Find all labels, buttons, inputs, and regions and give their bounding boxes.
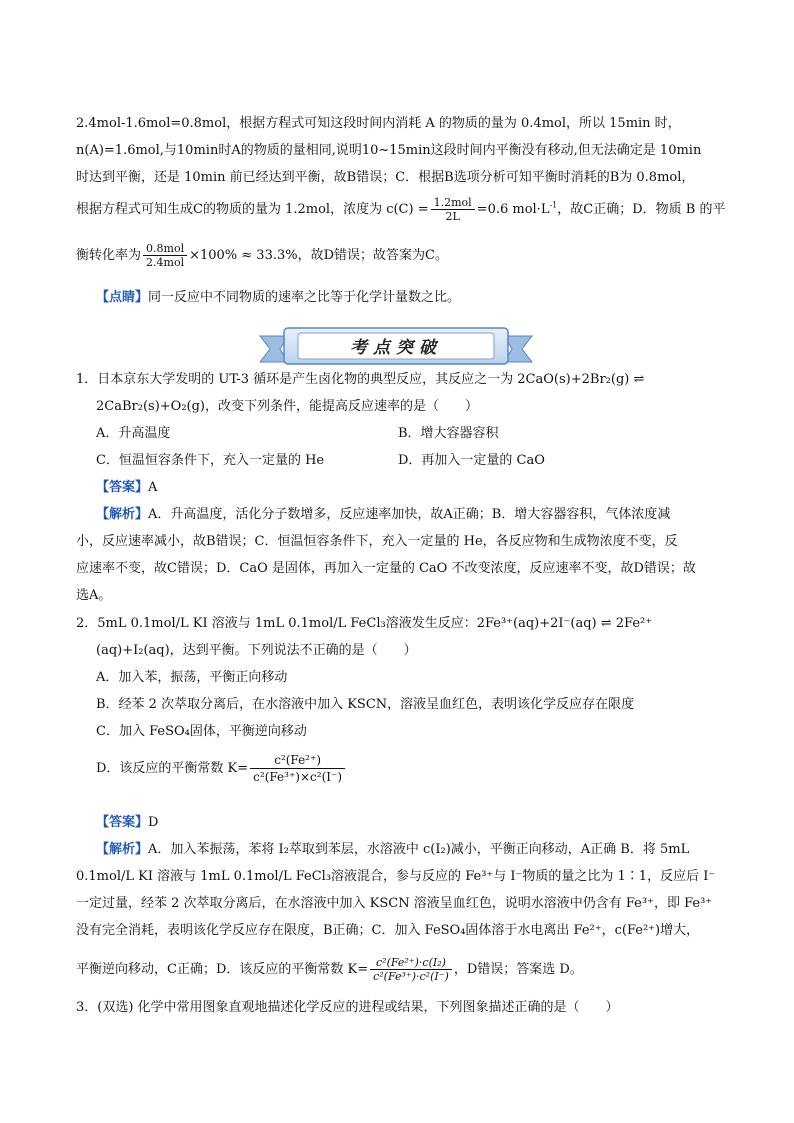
text-span: ，故C正确；D．物质 B 的平 (557, 202, 726, 217)
question-3-stem: 3．(双选) 化学中常用图象直观地描述化学反应的进程或结果，下列图象描述正确的是（ ） (76, 1000, 619, 1015)
denominator: c²(Fe³⁺)·c²(I⁻) (373, 970, 449, 983)
text-line: 2.4mol-1.6mol=0.8mol，根据方程式可知这段时间内消耗 A 的物质的量为 0.4mol，所以 15min 时， (76, 116, 681, 131)
text-span: ×100% ≈ 33.3%，故D错误；故答案为C。 (189, 248, 448, 263)
q1-explanation (96, 506, 670, 524)
text-span: =0.6 mol·L (476, 202, 550, 217)
text-line-with-fraction (76, 242, 448, 269)
question-1-stem: 1．日本京东大学发明的 UT-3 循环是产生卤化物的典型反应，其反应之一为 2CaO(s)+2Br₂(g) ⇌ (76, 372, 645, 387)
question-1-stem-cont: 2CaBr₂(s)+O₂(g)，改变下列条件，能提高反应速率的是（ ） (96, 399, 478, 414)
denominator: 2L (445, 210, 460, 223)
text-line: 0.1mol/L KI 溶液与 1mL 0.1mol/L FeCl₃溶液混合，参与反应的 Fe³⁺与 I⁻物质的量之比为 1∶1，反应后 I⁻ (76, 869, 716, 884)
numerator: 0.8mol (143, 242, 187, 256)
q1-answer (96, 479, 157, 497)
text-span: 衡转化率为 (76, 248, 142, 263)
text-line: 没有完全消耗，表明该化学反应存在限度，B正确；C．加入 FeSO₄固体溶于水电离出 Fe²⁺，c(Fe²⁺)增大， (76, 923, 700, 938)
fraction (370, 956, 452, 983)
text-span: D．该反应的平衡常数 K= (96, 761, 249, 776)
banner-title: 考点突破 (350, 338, 442, 358)
answer-tag: 【答案】 (96, 815, 149, 830)
numerator: c²(Fe²⁺)·c(I₂) (370, 956, 452, 970)
text-line: 选A。 (76, 588, 112, 603)
q1-option-b: B．增大容器容积 (398, 426, 499, 441)
fraction (431, 196, 475, 223)
text-span: A．加入苯振荡，苯将 I₂萃取到苯层，水溶液中 c(I₂)减小，平衡正向移动，A正确 B．将 5mL (148, 842, 690, 857)
text-span: 平衡逆向移动，C正确；D．该反应的平衡常数 K= (76, 962, 369, 977)
fraction (143, 242, 187, 269)
question-2-stem: 2．5mL 0.1mol/L KI 溶液与 1mL 0.1mol/L FeCl₃溶液发生反应：2Fe³⁺(aq)+2I⁻(aq) ⇌ 2Fe²⁺ (76, 616, 653, 631)
text-span: 根据方程式可知生成C的物质的量为 1.2mol，浓度为 c(C) = (76, 202, 429, 217)
numerator: 1.2mol (431, 196, 475, 210)
point-tag: 【点睛】 (96, 290, 149, 305)
q2-answer (96, 814, 158, 832)
text-line-with-fraction (76, 196, 725, 223)
text-line: 时达到平衡，还是 10min 前已经达到平衡，故B错误；C．根据B选项分析可知平衡时消耗的B为 0.8mol， (76, 170, 695, 185)
q2-option-d (96, 752, 347, 785)
q1-option-d: D．再加入一定量的 CaO (398, 453, 545, 468)
superscript: -1 (549, 200, 558, 210)
explanation-tag: 【解析】 (96, 842, 149, 857)
q2-explanation (96, 841, 689, 859)
explanation-tag: 【解析】 (96, 507, 149, 522)
text-line: 应速率不变，故C错误；D．CaO 是固体，再加入一定量的 CaO 不改变浓度，反应速率不变，故D错误；故 (76, 561, 696, 576)
text-span: ，D错误；答案选 D。 (453, 962, 583, 977)
q2-option-a: A．加入苯，振荡，平衡正向移动 (96, 670, 288, 685)
q2-option-c: C．加入 FeSO₄固体，平衡逆向移动 (96, 724, 307, 739)
answer-value: A (148, 480, 158, 495)
point-note (96, 289, 460, 307)
fraction (250, 752, 345, 785)
numerator: c²(Fe²⁺) (250, 752, 345, 769)
q1-option-a: A．升高温度 (96, 426, 171, 441)
text-line-with-fraction (76, 956, 583, 983)
section-banner (258, 322, 534, 370)
point-text: 同一反应中不同物质的速率之比等于化学计量数之比。 (148, 290, 461, 305)
answer-tag: 【答案】 (96, 480, 149, 495)
answer-value: D (148, 815, 159, 830)
question-2-stem-cont: (aq)+I₂(aq)，达到平衡。下列说法不正确的是（ ） (96, 643, 417, 658)
text-line: n(A)=1.6mol,与10min时A的物质的量相同,说明10~15min这段时间内平衡没有移动,但无法确定是 10min (76, 143, 702, 158)
text-line: 小，反应速率减小，故B错误；C．恒温恒容条件下，充入一定量的 He，各反应物和生成物浓度不变，反 (76, 534, 678, 549)
text-span: A．升高温度，活化分子数增多，反应速率加快，故A正确；B．增大容器容积，气体浓度减 (148, 507, 671, 522)
denominator: c²(Fe³⁺)×c²(I⁻) (253, 770, 343, 784)
denominator: 2.4mol (146, 256, 185, 269)
q2-option-b: B．经苯 2 次萃取分离后，在水溶液中加入 KSCN，溶液呈血红色，表明该化学反应存在限度 (96, 697, 635, 712)
text-line: 一定过量，经苯 2 次萃取分离后，在水溶液中加入 KSCN 溶液呈血红色，说明水溶液中仍含有 Fe³⁺，即 Fe³⁺ (76, 896, 713, 911)
q1-option-c: C．恒温恒容条件下，充入一定量的 He (96, 453, 325, 468)
